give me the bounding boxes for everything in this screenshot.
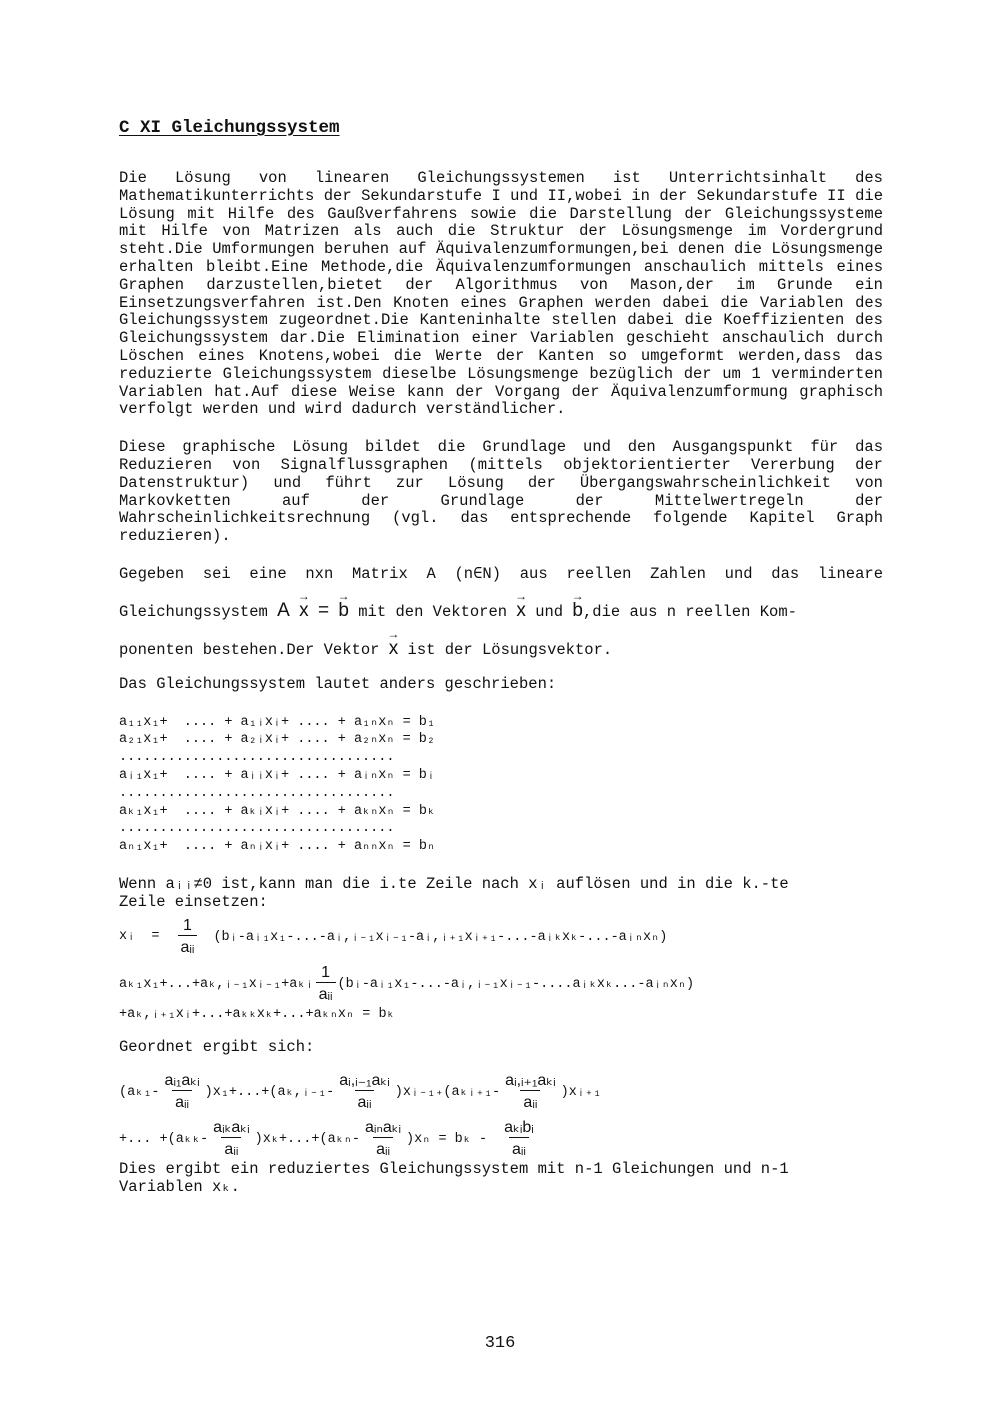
equation-xi [119,916,883,957]
fraction-denominator: aᵢᵢ [355,1090,375,1112]
ordered-equation-row-1 [119,1071,883,1112]
chapter-heading: C XI Gleichungssystem [119,118,340,138]
given-line-2-text-d: ,die aus n reellen Kom- [582,602,797,621]
system-line: a₂₁x₁+ .... + a₂ᵢxᵢ+ .... + a₂ₙxₙ = b₂ [119,732,436,748]
vector-x-symbol-2: → x [516,601,526,621]
page-content [119,118,883,1197]
fraction-ai-i-1-aki [336,1071,392,1112]
fraction-denominator: aᵢᵢ [509,1137,529,1159]
equals-sign: = [317,599,330,621]
system-line: .................................. [119,785,395,801]
eq-sub-line-2: +aₖ,ᵢ₊₁xᵢ+...+aₖₖxₖ+...+aₖₙxₙ = bₖ [119,1006,395,1022]
row2-part-3: )xₙ = bₖ - [406,1132,488,1148]
system-line: a₁₁x₁+ .... + a₁ᵢxᵢ+ .... + a₁ₙxₙ = b₁ [119,714,436,730]
fraction-denominator: aᵢᵢ [520,1090,540,1112]
fraction-aik-aki [210,1118,252,1159]
eq-xi-rhs: (bᵢ-aᵢ₁x₁-...-aᵢ,ᵢ₋₁xᵢ₋₁-aᵢ,ᵢ₊₁xᵢ₊₁-...-aᵢₖxₖ-...-aᵢₙxₙ) [213,929,668,945]
fraction-aki-bi [501,1118,537,1159]
ordered-equation-row-2 [119,1118,883,1159]
paragraph-given-matrix [119,566,883,660]
fraction-denominator: aᵢᵢ [221,1137,241,1159]
fraction-ai-i+1-aki [502,1071,558,1112]
fraction-numerator: aᵢ,ᵢ₊₁aₖᵢ [505,1072,556,1090]
paragraph-intro: Die Lösung von linearen Gleichungssystemen ist Unterrichtsinhalt des Mathematikunterrichts der Sekundarstufe I und II,wobei in der Sekundarstufe II die Lösung mit Hilfe des Gaußverfahrens sowie die Darstellung der Gleichungssysteme mit Hilfe von Matrizen als auch die Struktur der Lösungsmenge im Vordergrund steht.Die Umformungen beruhen auf Äquivalenzumformungen,bei denen die Lösungsmenge erhalten bleibt.Eine Methode,die Äquivalenzumformungen anschaulich mittels eines Graphen darzustellen,bietet der Algorithmus von Mason,der im Grunde ein Einsetzungsverfahren ist.Den Knoten eines Graphen werden dabei die Variablen des Gleichungssystem zugeordnet.Die Kanteninhalte stellen dabei die Koeffizienten des Gleichungssystem dar.Die Elimination einer Variablen geschieht anschaulich durch Löschen eines Knotens,wobei die Werte der Kanten so umgeformt werden,dass das reduzierte Gleichungssystem dieselbe Lösungsmenge bezüglich der um 1 verminderten Variablen hat.Auf diese Weise kann der Vorgang der Äquivalenzumformung graphisch verfolgt werden und wird dadurch verständlicher. [119,169,883,419]
fraction-one-over-aii [178,916,198,957]
eq-sub-rhs: (bᵢ-aᵢ₁x₁-...-aᵢ,ᵢ₋₁xᵢ₋₁-....aᵢₖxₖ...-aᵢₙxₙ) [337,976,695,992]
given-line-2-text-c: und [525,602,573,621]
system-intro: Das Gleichungssystem lautet anders geschrieben: [119,674,557,693]
vector-x-symbol: → x [299,601,309,621]
system-line: aₙ₁x₁+ .... + aₙᵢxᵢ+ .... + aₙₙxₙ = bₙ [119,839,436,855]
fraction-ain-aki [362,1118,404,1159]
fraction-denominator: aᵢᵢ [316,982,336,1004]
eq-sub-lhs: aₖ₁x₁+...+aₖ,ᵢ₋₁xᵢ₋₁+aₖᵢ [119,976,314,992]
fraction-numerator: 1 [321,963,330,981]
fraction-ai1-aki [162,1071,203,1112]
given-line-1: Gegeben sei eine nxn Matrix A (n∈N) aus reellen Zahlen und das lineare [119,564,883,583]
row1-part-2: )x₁+...+(aₖ,ᵢ₋₁- [204,1085,335,1101]
closing-line-2: Variablen xₖ. [119,1177,240,1196]
given-line-3-text-b: ist der Lösungsvektor. [398,640,613,659]
wenn-line-1: Wenn aᵢᵢ≠0 ist,kann man die i.te Zeile nach xᵢ auflösen und in die k.-te [119,874,789,893]
eq-xi-lhs: xᵢ = [119,928,160,944]
page-number: 316 [484,1334,516,1353]
fraction-numerator: aᵢ₁aₖᵢ [164,1072,200,1090]
vector-b-symbol: → b [338,601,349,621]
row1-part-1: (aₖ₁- [119,1085,160,1101]
system-line: .................................. [119,821,395,837]
fraction-one-over-aii-2 [316,963,336,1004]
row2-part-1: +... +(aₖₖ- [119,1132,209,1148]
equation-system [119,714,883,856]
given-line-2 [119,601,883,622]
closing-line-1: Dies ergibt ein reduziertes Gleichungssystem mit n-1 Gleichungen und n-1 [119,1160,789,1179]
system-line: aₖ₁x₁+ .... + aₖᵢxᵢ+ .... + aₖₙxₙ = bₖ [119,803,436,819]
given-line-2-text-a: Gleichungssystem [119,602,278,621]
matrix-a-symbol: A [277,599,290,621]
system-line: aᵢ₁x₁+ .... + aᵢᵢxᵢ+ .... + aᵢₙxₙ = bᵢ [119,767,436,783]
fraction-numerator: aᵢ,ᵢ₋₁aₖᵢ [339,1072,390,1090]
solution-vector-symbol: → x [389,639,399,659]
row1-part-3: )xᵢ₋₁₊(aₖᵢ₊₁- [394,1085,501,1101]
wenn-line-2: Zeile einsetzen: [119,892,268,911]
given-line-3 [119,639,883,660]
fraction-numerator: aₖᵢbᵢ [504,1119,534,1137]
row2-part-2: )xₖ+...+(aₖₙ- [254,1132,361,1148]
fraction-numerator: aᵢₖaₖᵢ [213,1119,250,1137]
fraction-numerator: 1 [183,916,192,934]
vector-b-symbol-2: → b [572,601,583,621]
fraction-numerator: aᵢₙaₖᵢ [365,1119,402,1137]
system-line: .................................. [119,750,395,766]
equation-substituted [119,963,883,1004]
fraction-denominator: aᵢᵢ [178,935,198,957]
paragraph-graphical-solution: Diese graphische Lösung bildet die Grundlage und den Ausgangspunkt für das Reduzieren von Signalflussgraphen (mittels objektorientierter Vererbung der Datenstruktur) und führt zur Lösung der Übergangswahrscheinlichkeit von Markovketten auf der Grundlage der Mittelwertregeln der Wahrscheinlichkeitsrechnung (vgl. das entsprechende folgende Kapitel Graph reduzieren). [119,438,883,546]
fraction-denominator: aᵢᵢ [373,1137,393,1159]
given-line-2-text-b: mit den Vektoren [348,602,517,621]
given-line-3-text-a: ponenten bestehen.Der Vektor [119,640,389,659]
geordnet-label: Geordnet ergibt sich: [119,1038,315,1057]
row1-part-4: )xᵢ₊₁ [560,1085,602,1101]
fraction-denominator: aᵢᵢ [172,1090,192,1112]
